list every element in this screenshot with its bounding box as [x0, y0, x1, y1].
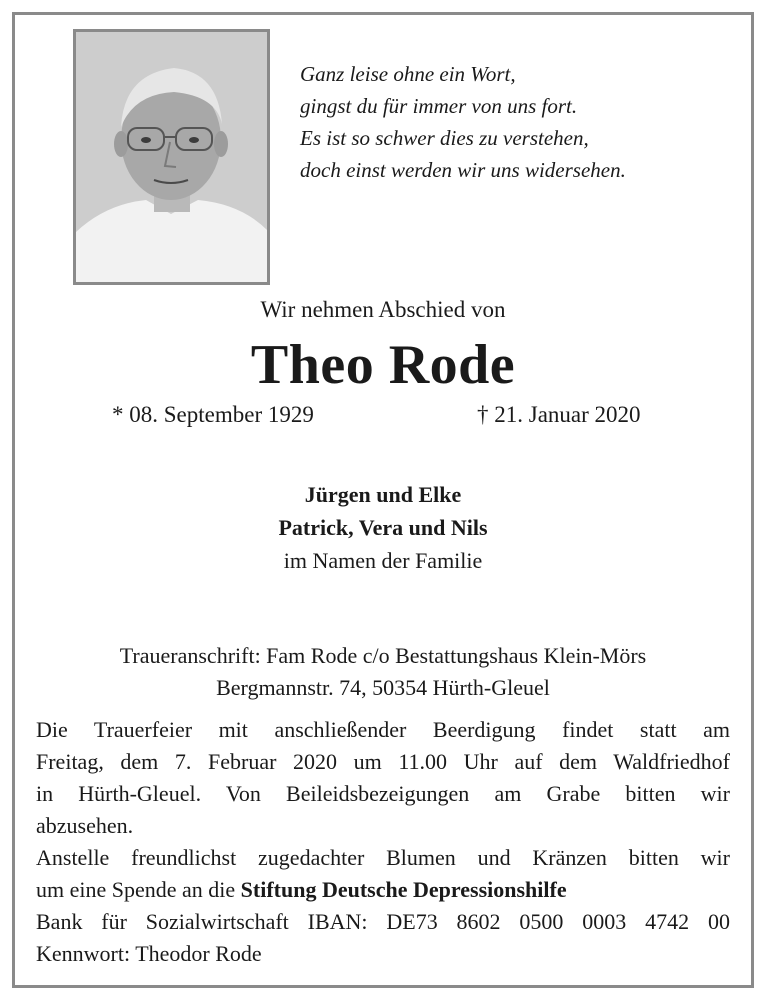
mourners-block: [0, 478, 766, 577]
farewell-intro: Wir nehmen Abschied von: [260, 297, 506, 322]
funeral-line: Freitag, dem 7. Februar 2020 um 11.00 Uhr auf dem Waldfriedhof: [36, 749, 730, 774]
family-note: im Namen der Familie: [283, 548, 483, 573]
memorial-poem: [300, 58, 720, 186]
funeral-line: in Hürth-Gleuel. Von Beileidsbezeigungen am Grabe bitten wir: [36, 781, 730, 806]
address-line: Traueranschrift: Fam Rode c/o Bestattungshaus Klein-Mörs: [119, 643, 647, 668]
poem-line: Ganz leise ohne ein Wort,: [300, 62, 516, 86]
donation-line: [36, 874, 730, 906]
birth-date: * 08. September 1929: [112, 402, 314, 427]
bank-details: Bank für Sozialwirtschaft IBAN: DE73 8602 0500 0003 4742 00: [36, 909, 730, 934]
address-line: Bergmannstr. 74, 50354 Hürth-Gleuel: [216, 675, 550, 700]
poem-line: gingst du für immer von uns fort.: [300, 94, 578, 118]
funeral-line: abzusehen.: [36, 813, 134, 838]
donation-line: Anstelle freundlichst zugedachter Blumen und Kränzen bitten wir: [36, 845, 730, 870]
poem-line: doch einst werden wir uns widersehen.: [300, 158, 626, 182]
poem-line: Es ist so schwer dies zu verstehen,: [300, 126, 589, 150]
funeral-details: [36, 714, 730, 970]
deceased-name: Theo Rode: [250, 334, 516, 396]
funeral-line: Die Trauerfeier mit anschließender Beerdigung findet statt am: [36, 717, 730, 742]
mourner-names: Patrick, Vera und Nils: [278, 515, 488, 540]
donation-keyword: Kennwort: Theodor Rode: [36, 941, 262, 966]
death-date: † 21. Januar 2020: [477, 402, 641, 427]
mourning-address: [0, 640, 766, 704]
donation-prefix: um eine Spende an die: [36, 877, 241, 902]
mourner-names: Jürgen und Elke: [304, 482, 462, 507]
portrait-photo: [73, 29, 270, 285]
foundation-name: Stiftung Deutsche Depressionshilfe: [240, 877, 567, 902]
portrait-image: [76, 32, 267, 282]
